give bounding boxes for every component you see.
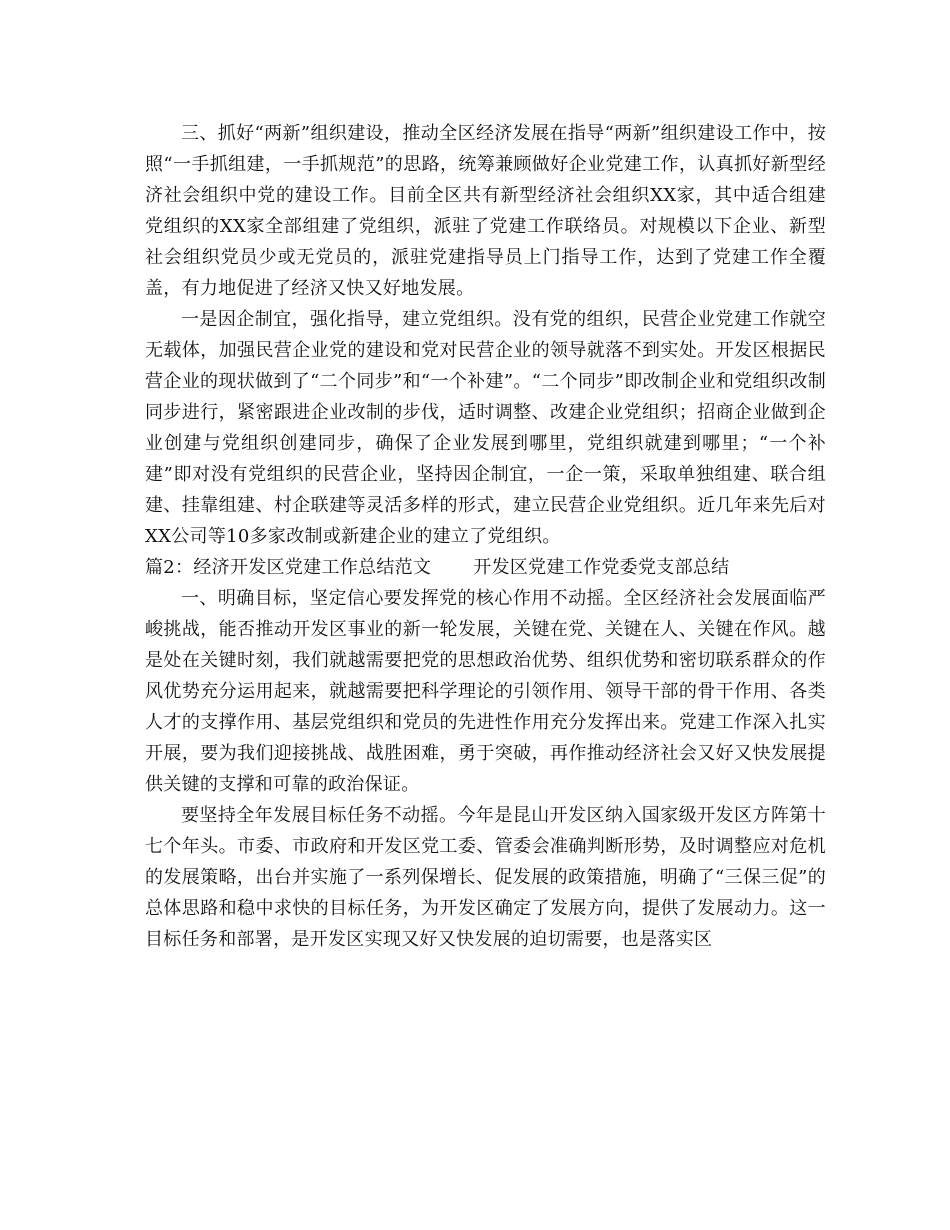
- article-heading: [145, 552, 826, 583]
- paragraph-annual-targets: 要坚持全年发展目标任务不动摇。今年是昆山开发区纳入国家级开发区方阵第十七个年头。市委、市政府和开发区党工委、管委会准确判断形势，及时调整应对危机的发展策略，出台并实施了一系列保增长、促发展的政策措施，明确了“三保三促”的总体思路和稳中求快的目标任务，为开发区确定了发展方向，提供了发展动力。这一目标任务和部署，是开发区实现又好又快发展的迫切需要，也是落实区: [145, 805, 826, 950]
- paragraph-enterprise-party-organization: 一是因企制宜，强化指导，建立党组织。没有党的组织，民营企业党建工作就空无载体，加强民营企业党的建设和党对民营企业的领导就落不到实处。开发区根据民营企业的现状做到了“二个同步”和“一个补建”。“二个同步”即改制企业和党组织改制同步进行，紧密跟进企业改制的步伐，适时调整、改建企业党组织；招商企业做到企业创建与党组织创建同步，确保了企业发展到哪里，党组织就建到哪里；“一个补建”即对没有党组织的民营企业，坚持因企制宜，一企一策，采取单独组建、联合组建、挂靠组建、村企联建等灵活多样的形式，建立民营企业党组织。近几年来先后对XX公司等10多家改制或新建企业的建立了党组织。: [145, 309, 826, 547]
- article-heading-title: 篇2：经济开发区党建工作总结范文: [145, 557, 432, 578]
- paragraph-two-new-organizations: 三、抓好“两新”组织建设，推动全区经济发展在指导“两新”组织建设工作中，按照“一手抓组建，一手抓规范”的思路，统筹兼顾做好企业党建工作，认真抓好新型经济社会组织中党的建设工作。目前全区共有新型经济社会组织XX家，其中适合组建党组织的XX家全部组建了党组织，派驻了党建工作联络员。对规模以下企业、新型社会组织党员少或无党员的，派驻党建指导员上门指导工作，达到了党建工作全覆盖，有力地促进了经济又快又好地发展。: [145, 123, 826, 299]
- paragraph-clear-goals: 一、明确目标，坚定信心要发挥党的核心作用不动摇。全区经济社会发展面临严峻挑战，能否推动开发区事业的新一轮发展，关键在党、关键在人、关键在作风。越是处在关键时刻，我们就越需要把党的思想政治优势、组织优势和密切联系群众的作风优势充分运用起来，就越需要把科学理论的引领作用、领导干部的骨干作用、各类人才的支撑作用、基层党组织和党员的先进性作用充分发挥出来。党建工作深入扎实开展，要为我们迎接挑战、战胜困难，勇于突破，再作推动经济社会又好又快发展提供关键的支撑和可靠的政治保证。: [145, 588, 826, 795]
- article-heading-subtitle: 开发区党建工作党委党支部总结: [473, 557, 730, 578]
- document-body: [145, 118, 826, 955]
